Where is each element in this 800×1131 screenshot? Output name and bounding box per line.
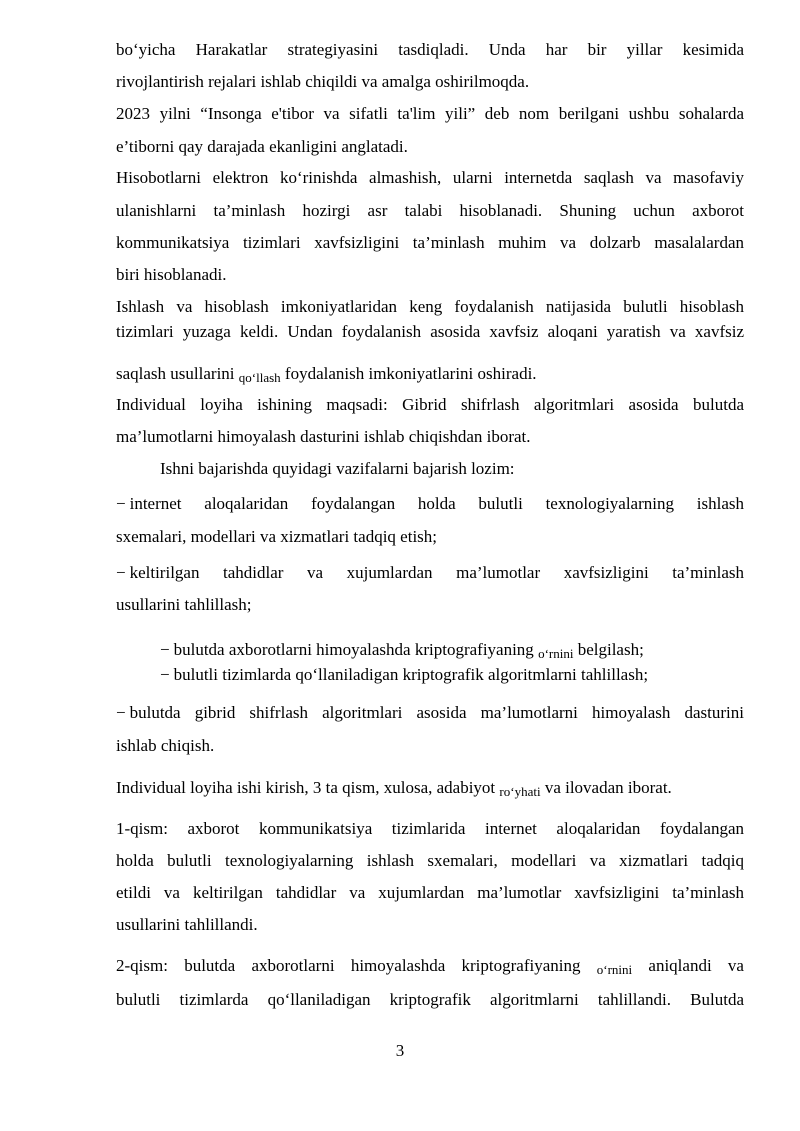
text: sxemalari, modellari va xizmatlari tadqiq etish; xyxy=(116,527,438,546)
page-number: 3 xyxy=(395,1041,405,1060)
text: ulanishlarni ta’minlash hozirgi asr talabi hisoblanadi. Shuning uchun axborot xyxy=(116,201,744,220)
text: bo‘yicha Harakatlar strategiyasini tasdiqladi. Unda har bir yillar kesimida xyxy=(116,40,744,59)
list-item xyxy=(160,640,744,660)
text-line xyxy=(116,915,744,935)
text-line xyxy=(116,990,744,1010)
text-line xyxy=(116,851,744,871)
text: 1-qism: axborot kommunikatsiya tizimlarida internet aloqalaridan foydalangan xyxy=(116,819,744,838)
text-subscript: qo‘llash xyxy=(238,370,281,385)
text-line xyxy=(116,956,744,976)
dash-bullet: − xyxy=(160,640,170,659)
text: 2-qism: bulutda axborotlarni himoyalashda kriptografiyaning xyxy=(116,956,597,975)
text-line xyxy=(116,297,744,317)
text-line xyxy=(116,322,744,342)
text-subscript: ro‘yhati xyxy=(499,784,541,799)
text-line xyxy=(116,527,744,547)
text-line xyxy=(116,233,744,253)
text-subscript: o‘rnini xyxy=(538,646,574,661)
text: biri hisoblanadi. xyxy=(116,265,227,284)
text: e’tiborni qay darajada ekanligini anglatadi. xyxy=(116,137,408,156)
text-line xyxy=(116,364,744,384)
text: Individual loyiha ishining maqsadi: Gibrid shifrlash algoritmlari asosida bulutda xyxy=(116,395,744,414)
text-line xyxy=(116,72,744,92)
text: internet aloqalaridan foydalangan holda bulutli texnologiyalarning ishlash xyxy=(129,494,744,513)
text: 2023 yilni “Insonga e'tibor va sifatli ta'lim yili” deb nom berilgani ushbu sohalarda xyxy=(116,104,744,123)
text: bulutli tizimlarda qo‘llaniladigan kriptografik algoritmlarni tahlillash; xyxy=(173,665,649,684)
text: Ishni bajarishda quyidagi vazifalarni bajarish lozim: xyxy=(160,459,515,478)
list-item xyxy=(116,703,744,723)
text: aniqlandi va xyxy=(632,956,744,975)
text: kommunikatsiya tizimlari xavfsizligini ta’minlash muhim va dolzarb masalalardan xyxy=(116,233,744,252)
text: ishlab chiqish. xyxy=(116,736,215,755)
text: bulutda axborotlarni himoyalashda kriptografiyaning xyxy=(173,640,539,659)
text: belgilash; xyxy=(573,640,644,659)
text: ma’lumotlarni himoyalash dasturini ishlab chiqishdan iborat. xyxy=(116,427,531,446)
text: Ishlash va hisoblash imkoniyatlaridan keng foydalanish natijasida bulutli hisoblash xyxy=(116,297,744,316)
text-line xyxy=(116,819,744,839)
text: etildi va keltirilgan tahdidlar va xujumlardan ma’lumotlar xavfsizligini ta’minlash xyxy=(116,883,744,902)
text: bulutli tizimlarda qo‘llaniladigan kriptografik algoritmlarni tahlillandi. Bulutda xyxy=(116,990,744,1009)
text: Hisobotlarni elektron ko‘rinishda almashish, ularni internetda saqlash va masofaviy xyxy=(116,168,744,187)
text: usullarini tahlillash; xyxy=(116,595,252,614)
text: keltirilgan tahdidlar va xujumlardan ma’lumotlar xavfsizligini ta’minlash xyxy=(129,563,744,582)
text-line xyxy=(160,459,744,479)
text: usullarini tahlillandi. xyxy=(116,915,258,934)
text-line xyxy=(116,104,744,124)
text-subscript: o‘rnini xyxy=(596,962,633,977)
text: holda bulutli texnologiyalarning ishlash sxemalari, modellari va xizmatlari tadqiq xyxy=(116,851,744,870)
list-item xyxy=(160,665,744,685)
dash-bullet: − xyxy=(116,703,126,722)
text: Individual loyiha ishi kirish, 3 ta qism, xulosa, adabiyot xyxy=(116,778,500,797)
text: bulutda gibrid shifrlash algoritmlari asosida ma’lumotlarni himoyalash dasturini xyxy=(129,703,744,722)
list-item xyxy=(116,563,744,583)
dash-bullet: − xyxy=(116,563,126,582)
text-line xyxy=(116,395,744,415)
text: va ilovadan iborat. xyxy=(540,778,672,797)
text-line xyxy=(116,40,744,60)
text-line xyxy=(116,736,744,756)
text-line xyxy=(116,427,744,447)
dash-bullet: − xyxy=(160,665,170,684)
text: saqlash usullarini xyxy=(116,364,239,383)
text-line xyxy=(116,201,744,221)
text: tizimlari yuzaga keldi. Undan foydalanish asosida xavfsiz aloqani yaratish va xavfsiz xyxy=(116,322,744,341)
text-line xyxy=(116,265,744,285)
list-item xyxy=(116,494,744,514)
text: rivojlantirish rejalari ishlab chiqildi va amalga oshirilmoqda. xyxy=(116,72,530,91)
text-line xyxy=(116,595,744,615)
text-line xyxy=(116,168,744,188)
text-line xyxy=(116,883,744,903)
text-line xyxy=(116,778,744,798)
text: foydalanish imkoniyatlarini oshiradi. xyxy=(280,364,537,383)
dash-bullet: − xyxy=(116,494,126,513)
text-line xyxy=(116,137,744,157)
